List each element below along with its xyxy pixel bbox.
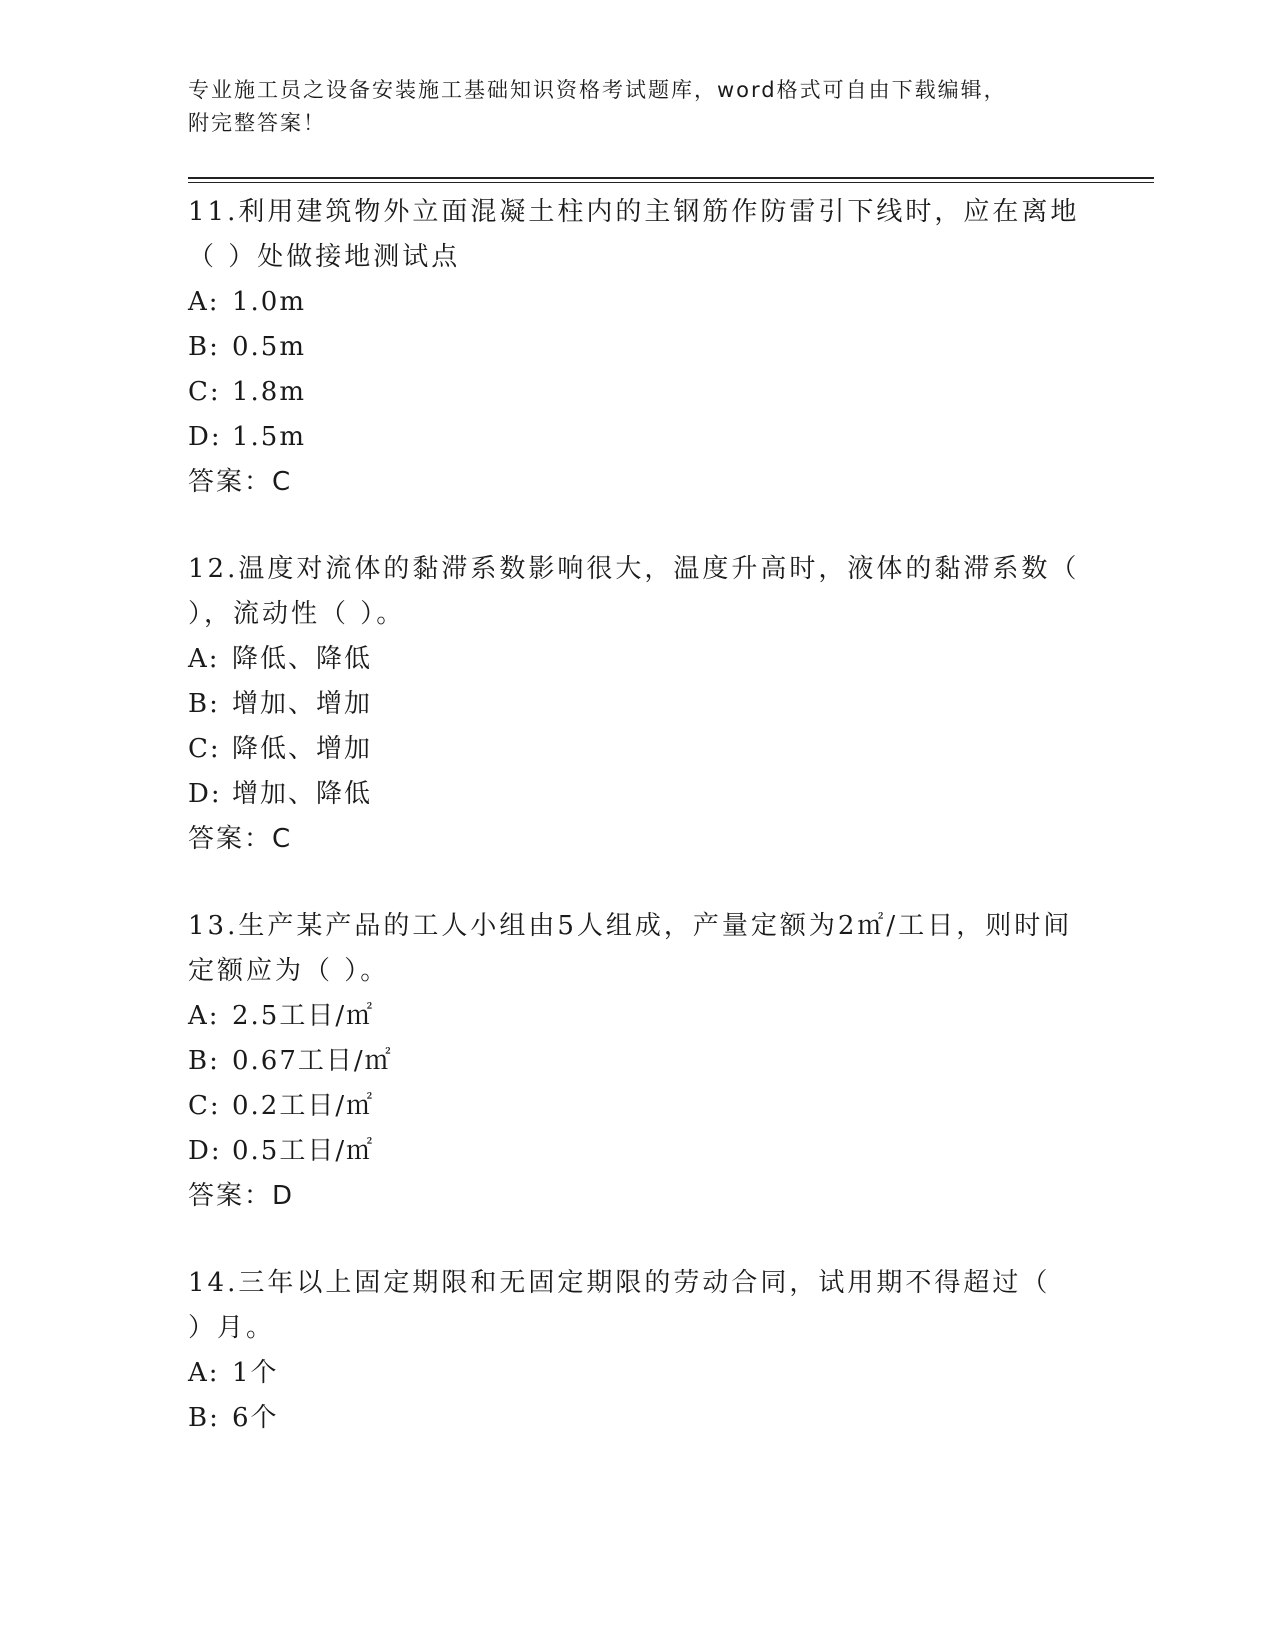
option-b [188, 1039, 1088, 1084]
option-value: 2.5工日/㎡ [232, 1001, 375, 1031]
option-key: B: [188, 689, 220, 719]
option-value: 0.5m [232, 332, 307, 362]
option-d [188, 415, 1088, 460]
document-header [188, 74, 1088, 140]
question-text-line: （ ）处做接地测试点 [188, 242, 461, 272]
option-d [188, 772, 1088, 817]
option-value: 1.5m [232, 422, 307, 452]
option-key: C: [188, 377, 221, 407]
answer-text: 答案：D [188, 1181, 295, 1211]
option-key: A: [188, 1358, 220, 1388]
option-value: 0.5工日/㎡ [232, 1136, 375, 1166]
option-key: B: [188, 1046, 220, 1076]
option-a [188, 994, 1088, 1039]
answer-text: 答案：C [188, 824, 293, 854]
question-text-line: 14.三年以上固定期限和无固定期限的劳动合同，试用期不得超过（ [188, 1268, 1051, 1298]
option-a [188, 280, 1088, 325]
question-12 [188, 547, 1088, 862]
option-d [188, 1129, 1088, 1174]
header-line-1: 专业施工员之设备安装施工基础知识资格考试题库，word格式可自由下载编辑， [188, 78, 1007, 102]
answer-text: 答案：C [188, 467, 293, 497]
option-value: 1.8m [232, 377, 307, 407]
question-11 [188, 190, 1088, 505]
option-b [188, 1396, 1088, 1441]
option-a [188, 1351, 1088, 1396]
option-value: 1个 [232, 1358, 279, 1388]
option-key: D: [188, 422, 222, 452]
option-b [188, 682, 1088, 727]
option-key: A: [188, 644, 220, 674]
question-text-line: 11.利用建筑物外立面混凝土柱内的主钢筋作防雷引下线时，应在离地 [188, 197, 1080, 227]
option-key: C: [188, 734, 221, 764]
option-value: 增加、降低 [232, 779, 373, 809]
question-text-line: ）月。 [188, 1313, 276, 1343]
option-key: D: [188, 779, 222, 809]
option-b [188, 325, 1088, 370]
header-divider-thin [188, 182, 1154, 183]
question-text-line: 12.温度对流体的黏滞系数影响很大，温度升高时，液体的黏滞系数（ [188, 554, 1080, 584]
question-text-line: 13.生产某产品的工人小组由5人组成，产量定额为2㎡/工日，则时间 [188, 911, 1073, 941]
option-value: 降低、降低 [232, 644, 373, 674]
option-value: 降低、增加 [232, 734, 373, 764]
question-text-line: 定额应为（ ）。 [188, 956, 390, 986]
option-key: B: [188, 1403, 220, 1433]
option-c [188, 370, 1088, 415]
header-line-2: 附完整答案！ [188, 111, 326, 135]
option-value: 6个 [232, 1403, 279, 1433]
option-key: B: [188, 332, 220, 362]
option-key: A: [188, 1001, 220, 1031]
question-list [188, 190, 1088, 1483]
question-14 [188, 1261, 1088, 1441]
option-value: 0.2工日/㎡ [232, 1091, 375, 1121]
option-key: A: [188, 287, 220, 317]
option-c [188, 1084, 1088, 1129]
question-text-line: ），流动性（ ）。 [188, 599, 406, 629]
question-13 [188, 904, 1088, 1219]
option-value: 增加、增加 [232, 689, 373, 719]
option-a [188, 637, 1088, 682]
header-divider-thick [188, 177, 1154, 179]
option-key: D: [188, 1136, 222, 1166]
option-key: C: [188, 1091, 221, 1121]
option-value: 1.0m [232, 287, 307, 317]
option-c [188, 727, 1088, 772]
option-value: 0.67工日/㎡ [232, 1046, 393, 1076]
